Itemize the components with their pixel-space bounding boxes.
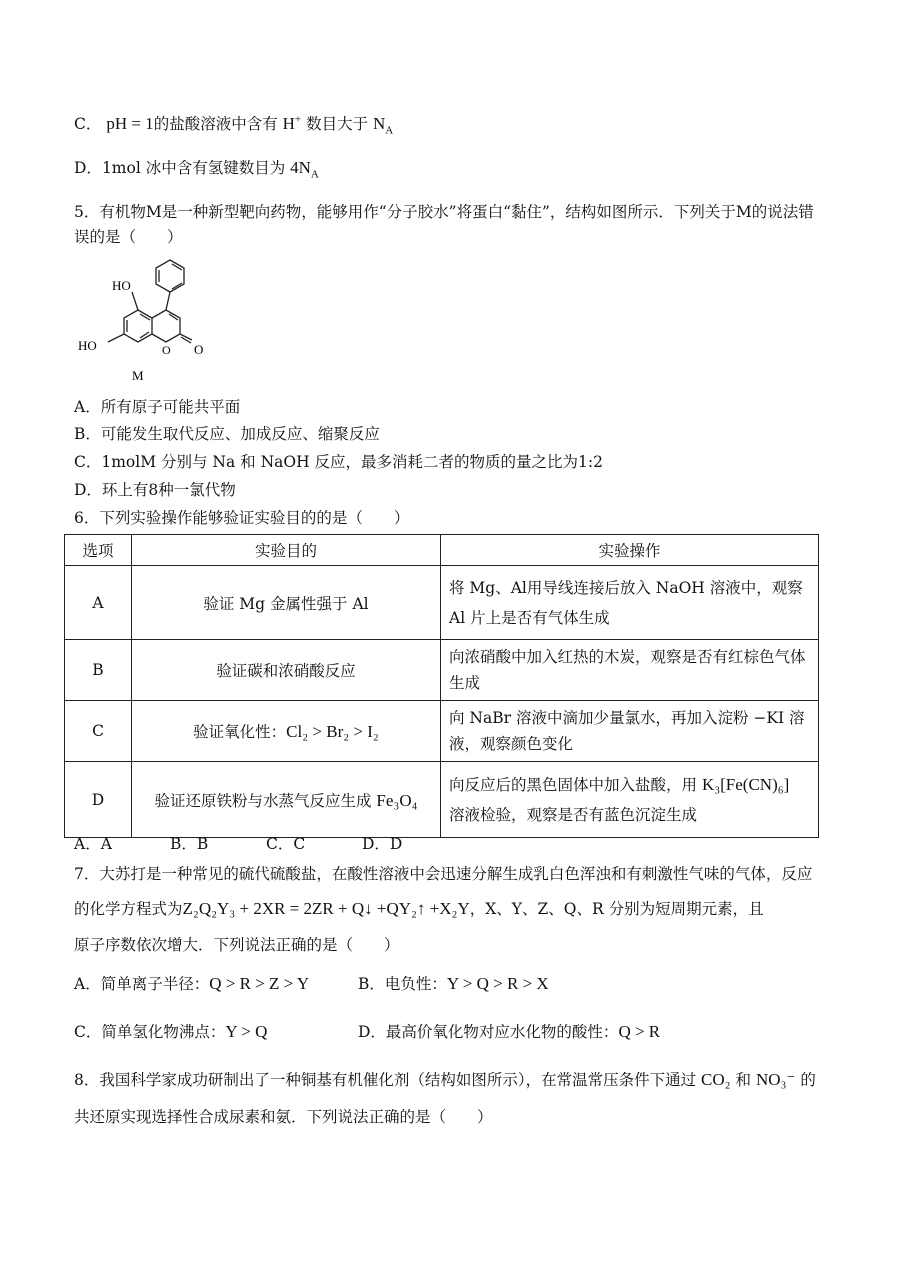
q4-option-c: C． pH = 1的盐酸溶液中含有 H+ 数目大于 $N_A$ — [74, 113, 394, 137]
ho-label-top: HO — [112, 278, 131, 293]
row-purpose: 验证还原铁粉与水蒸气反应生成 Fe₃O₄ — [132, 762, 441, 838]
q4-option-d: D．1mol 冰中含有氢键数目为 $4N_A$ — [74, 158, 319, 181]
q5-option-c: C．1molM 分别与 Na 和 NaOH 反应，最多消耗二者的物质的量之比为1:2 — [74, 453, 603, 471]
q6-answer-b: B．B — [170, 835, 209, 853]
q6-answer-options — [74, 832, 402, 856]
q6-answer-c: C．C — [266, 835, 306, 853]
q5-stem-line1: 5．有机物M是一种新型靶向药物，能够用作“分子胶水”将蛋白“黏住”，结构如图所示．下列关于M的说法错 — [74, 203, 814, 221]
q7-option-c: C．简单氢化物沸点：Y > Q — [74, 1022, 268, 1041]
q7-option-b: B．电负性：Y > Q > R > X — [358, 974, 549, 993]
row-purpose: 验证 Mg 金属性强于 Al — [132, 566, 441, 640]
table-row — [65, 701, 819, 762]
row-option: B — [65, 640, 132, 701]
q7-option-d: D．最高价氧化物对应水化物的酸性：Q > R — [358, 1022, 661, 1041]
carbonyl-oxygen-label: O — [194, 342, 204, 357]
table-row — [65, 762, 819, 838]
q6-stem: 6．下列实验操作能够验证实验目的的是（ ） — [74, 509, 410, 527]
row-option: A — [65, 566, 132, 640]
row-operation: 向浓硝酸中加入红热的木炭，观察是否有红棕色气体 生成 — [441, 640, 819, 701]
row-operation: 将 Mg、Al用导线连接后放入 NaOH 溶液中，观察 Al 片上是否有气体生成 — [441, 566, 819, 640]
q5-stem-line2: 误的是（ ） — [74, 228, 183, 246]
q8-stem-line2: 共还原实现选择性合成尿素和氨．下列说法正确的是（ ） — [74, 1108, 493, 1126]
q8-stem-line1: 8．我国科学家成功研制出了一种铜基有机催化剂（结构如图所示），在常温常压条件下通过 CO₂ 和 NO₃⁻ 的 — [74, 1070, 816, 1089]
q7-stem-line3: 原子序数依次增大．下列说法正确的是（ ） — [74, 936, 400, 954]
molecule-m-structure — [70, 250, 220, 390]
q7-stem-line2: 的化学方程式为Z₂Q₂Y₃ + 2XR = 2ZR + Q↓ +QY₂↑ +X₂Y，X、Y、Z、Q、R 分别为短周期元素，且 — [74, 899, 764, 918]
row-purpose: 验证碳和浓硝酸反应 — [132, 640, 441, 701]
experiment-table — [64, 534, 819, 838]
pyranone-ring — [152, 310, 180, 342]
q5-option-d: D．环上有8种一氯代物 — [74, 481, 236, 499]
row-operation: 向 NaBr 溶液中滴加少量氯水，再加入淀粉 −KI 溶 液，观察颜色变化 — [441, 701, 819, 762]
q7-options-ab — [74, 972, 549, 996]
phenyl-ring — [156, 260, 184, 292]
q5-option-a: A．所有原子可能共平面 — [74, 398, 241, 416]
table-row — [65, 566, 819, 640]
header-option: 选项 — [65, 535, 132, 566]
q6-answer-a: A．A — [74, 835, 112, 853]
molecule-name-label: M — [132, 368, 144, 383]
row-purpose: 验证氧化性：Cl₂ > Br₂ > I₂ — [132, 701, 441, 762]
q7-options-cd — [74, 1020, 660, 1044]
q7-option-a: A．简单离子半径：Q > R > Z > Y — [74, 974, 310, 993]
row-operation: 向反应后的黑色固体中加入盐酸，用 K₃[Fe(CN)₆] 溶液检验，观察是否有蓝色沉淀生成 — [441, 762, 819, 838]
q7-stem-line1: 7．大苏打是一种常见的硫代硫酸盐，在酸性溶液中会迅速分解生成乳白色浑浊和有刺激性气味的气体，反应 — [74, 865, 813, 883]
q7-equation: Z₂Q₂Y₃ + 2XR = 2ZR + Q↓ +QY₂↑ +X₂Y — [182, 899, 470, 918]
row-option: C — [65, 701, 132, 762]
header-purpose: 实验目的 — [132, 535, 441, 566]
header-operation: 实验操作 — [441, 535, 819, 566]
row-option: D — [65, 762, 132, 838]
q6-answer-d: D．D — [362, 835, 403, 853]
benzene-ring — [124, 310, 152, 342]
ho-label-bottom: HO — [78, 338, 97, 353]
table-header-row — [65, 535, 819, 566]
ring-oxygen-label: O — [162, 343, 171, 357]
table-row — [65, 640, 819, 701]
q5-option-b: B．可能发生取代反应、加成反应、缩聚反应 — [74, 425, 380, 443]
